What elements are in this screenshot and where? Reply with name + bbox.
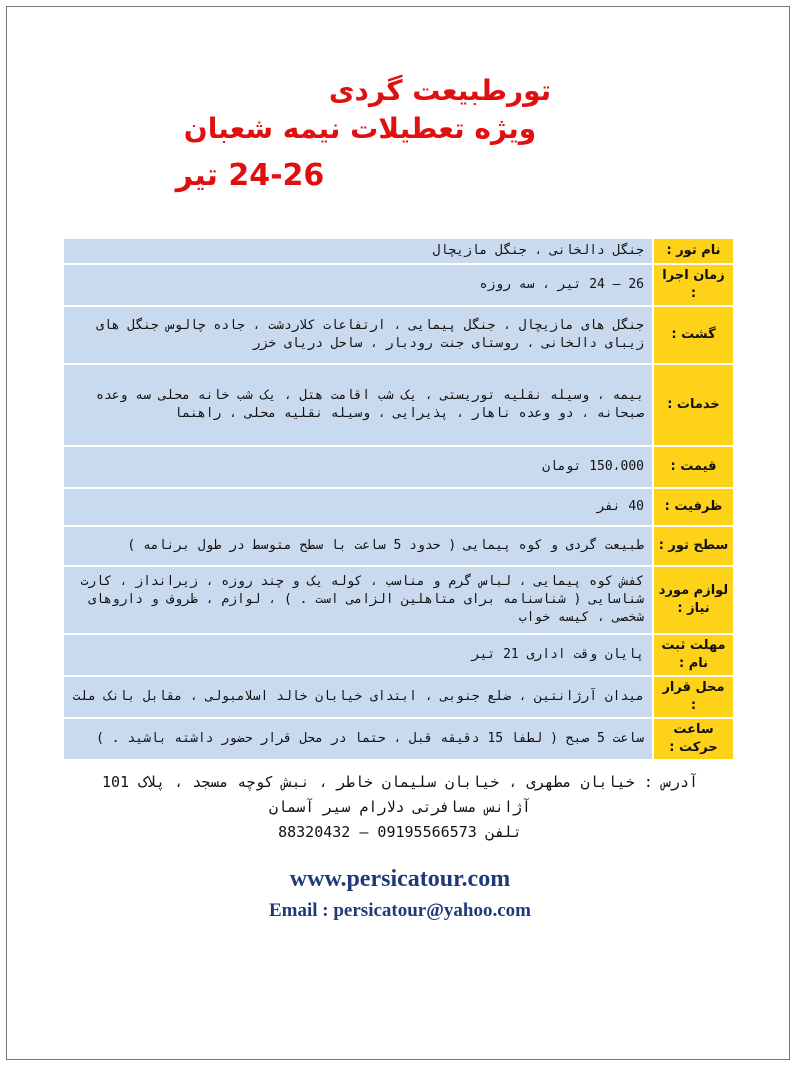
table-row <box>63 446 734 488</box>
row-label: ساعت حرکت : <box>653 718 734 760</box>
table-row <box>63 676 734 718</box>
website-link[interactable]: www.persicatour.com <box>289 866 511 892</box>
table-row <box>63 264 734 306</box>
row-label: مهلت ثبت نام : <box>653 634 734 676</box>
table-row <box>63 526 734 566</box>
table-row <box>63 488 734 526</box>
table-row <box>63 238 734 264</box>
row-label: سطح تور : <box>653 526 734 566</box>
row-label: قیمت : <box>653 446 734 488</box>
row-label: زمان اجرا : <box>653 264 734 306</box>
row-label: نام تور : <box>653 238 734 264</box>
row-value: طبیعت گردی و کوه پیمایی ( حدود 5 ساعت با سطح متوسط در طول برنامه ) <box>63 526 653 566</box>
row-value: بیمه ، وسیله نقلیه توریستی ، یک شب اقامت هتل ، یک شب خانه محلی سه وعده صبحانه ، دو وعده ناهار ، پذیرایی ، وسیله نقلیه محلی ، راهنما <box>63 364 653 446</box>
tour-info-table <box>63 238 734 760</box>
table-row <box>63 306 734 364</box>
row-value: 26 – 24 تیر ، سه روزه <box>63 264 653 306</box>
phone-text: تلفن 09195566573 – 88320432 <box>278 823 522 841</box>
contact-block <box>40 770 760 845</box>
address-text: آدرس : خیابان مطهری ، خیابان سلیمان خاطر ، نبش کوچه مسجد ، پلاک 101 <box>101 773 699 791</box>
row-label: خدمات : <box>653 364 734 446</box>
table-row <box>63 364 734 446</box>
row-value: کفش کوه پیمایی ، لباس گرم و مناسب ، کوله یک و چند روزه ، زیرانداز ، کارت شناسایی ( شناسنامه برای متاهلین الزامی است . ) ، لوازم ، ظروف و داروهای شخصی ، کیسه خواب <box>63 566 653 634</box>
email-text[interactable]: Email : persicatour@yahoo.com <box>268 900 531 921</box>
row-label: ظرفیت : <box>653 488 734 526</box>
table-row <box>63 566 734 634</box>
table-row <box>63 634 734 676</box>
row-value: میدان آرژانتین ، ضلع جنوبی ، ابتدای خیابان خالد اسلامبولی ، مقابل بانک ملت <box>63 676 653 718</box>
row-label: محل قرار : <box>653 676 734 718</box>
row-value: 40 نفر <box>63 488 653 526</box>
row-label: لوازم مورد نیاز : <box>653 566 734 634</box>
row-value: جنگل های مازیچال ، جنگل پیمایی ، ارتفاعات کلاردشت ، جاده چالوس جنگل های زیبای دالخانی ، روستای جنت رودبار ، ساحل دریای خزر <box>63 306 653 364</box>
tour-subtitle: ویژه تعطیلات نیمه شعبان <box>183 112 537 145</box>
row-value: 150،000 تومان <box>63 446 653 488</box>
tour-title: تورطبیعت گردی <box>328 74 552 107</box>
tour-dates: 24-26 تیر <box>175 158 325 193</box>
row-value: جنگل دالخانی ، جنگل مازیچال <box>63 238 653 264</box>
agency-name: آژانس مسافرتی دلارام سیر آسمان <box>269 798 531 816</box>
row-value: پایان وقت اداری 21 تیر <box>63 634 653 676</box>
row-label: گشت : <box>653 306 734 364</box>
table-row <box>63 718 734 760</box>
row-value: ساعت 5 صبح ( لطفا 15 دقیقه قبل ، حتما در محل قرار حضور داشته باشید . ) <box>63 718 653 760</box>
